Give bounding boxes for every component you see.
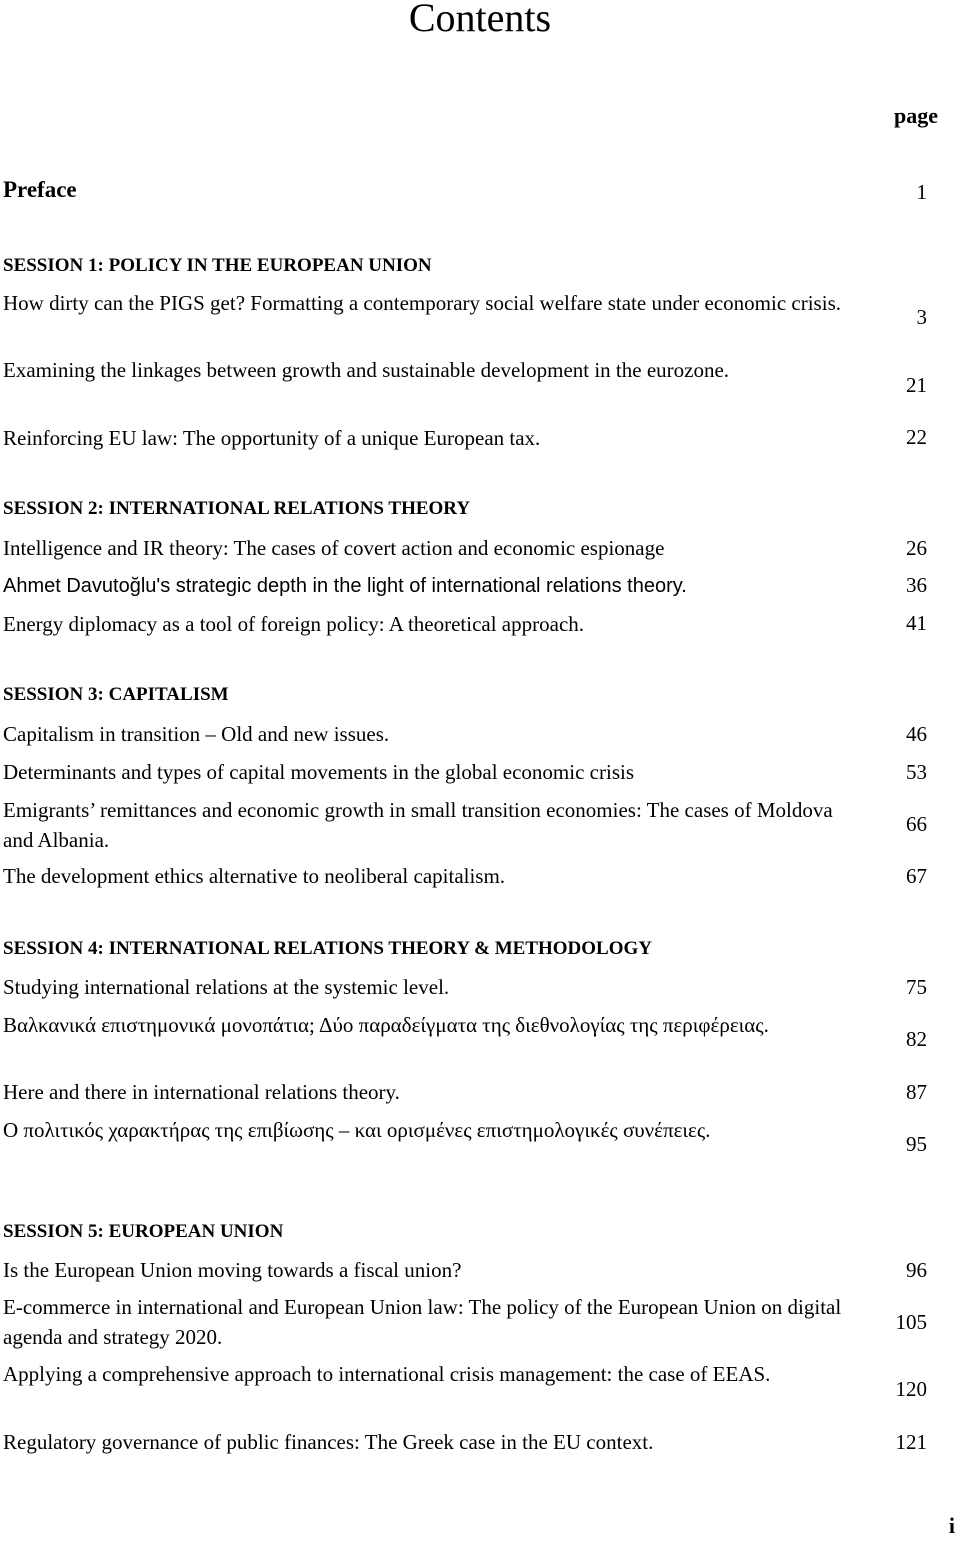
toc-entry[interactable]: Emigrants’ remittances and economic growth in small transition economies: The cases of Moldova and Albania. <box>3 798 833 852</box>
toc-entry[interactable]: The development ethics alternative to neoliberal capitalism. <box>3 864 506 888</box>
toc-page-number: 121 <box>895 1430 927 1454</box>
toc-page-number: 96 <box>906 1258 927 1282</box>
toc-page-number: 82 <box>906 1027 927 1051</box>
toc-entry[interactable]: Energy diplomacy as a tool of foreign policy: A theoretical approach. <box>3 612 585 636</box>
preface-page-number: 1 <box>916 180 927 204</box>
session-2-heading: SESSION 2: INTERNATIONAL RELATIONS THEORY <box>3 498 471 519</box>
toc-entry[interactable]: Intelligence and IR theory: The cases of covert action and economic espionage <box>3 536 665 560</box>
session-5-heading: SESSION 5: EUROPEAN UNION <box>3 1221 284 1242</box>
toc-entry[interactable]: Studying international relations at the systemic level. <box>3 975 450 999</box>
toc-entry[interactable]: Βαλκανικά επιστημονικά μονοπάτια; Δύο παραδείγματα της διεθνολογίας της περιφέρειας. <box>3 1013 769 1037</box>
toc-page-number: 87 <box>906 1080 927 1104</box>
toc-entry[interactable]: Here and there in international relations theory. <box>3 1080 400 1104</box>
toc-page-number: 26 <box>906 536 927 560</box>
page-title: Contents <box>408 0 552 40</box>
toc-page-number: 41 <box>906 611 927 635</box>
toc-entry[interactable]: Ο πολιτικός χαρακτήρας της επιβίωσης – και ορισμένες επιστημολογικές συνέπειες. <box>3 1118 711 1142</box>
toc-page-number: 120 <box>895 1377 927 1401</box>
toc-entry[interactable]: Ahmet Davutoğlu's strategic depth in the light of international relations theory. <box>3 575 687 597</box>
toc-page-number: 67 <box>906 864 927 888</box>
footer-page-number: i <box>948 1513 955 1538</box>
toc-entry[interactable]: Determinants and types of capital movements in the global economic crisis <box>3 760 634 784</box>
toc-page-number: 46 <box>906 722 927 746</box>
toc-page-number: 105 <box>895 1310 927 1334</box>
toc-entry[interactable]: Capitalism in transition – Old and new issues. <box>3 722 390 746</box>
toc-page-number: 53 <box>906 760 927 784</box>
session-3-heading: SESSION 3: CAPITALISM <box>3 684 229 705</box>
toc-page-number: 75 <box>906 975 927 999</box>
toc-entry[interactable]: Applying a comprehensive approach to international crisis management: the case of EEAS. <box>3 1362 771 1386</box>
toc-entry[interactable]: Examining the linkages between growth and sustainable development in the eurozone. <box>3 358 730 382</box>
toc-page-number: 21 <box>906 373 927 397</box>
toc-page-number: 22 <box>906 425 927 449</box>
toc-page-number: 66 <box>906 812 927 836</box>
toc-entry[interactable]: Is the European Union moving towards a fiscal union? <box>3 1258 462 1282</box>
toc-page-number: 36 <box>906 573 927 597</box>
toc-entry[interactable]: How dirty can the PIGS get? Formatting a contemporary social welfare state under economic crisis. <box>3 291 841 315</box>
toc-entry[interactable]: Regulatory governance of public finances: The Greek case in the EU context. <box>3 1430 654 1454</box>
toc-page-number: 95 <box>906 1132 927 1156</box>
toc-entry[interactable]: Reinforcing EU law: The opportunity of a unique European tax. <box>3 426 541 450</box>
preface-link[interactable]: Preface <box>3 177 77 202</box>
session-1-heading: SESSION 1: POLICY IN THE EUROPEAN UNION <box>3 255 432 276</box>
toc-entry[interactable]: E-commerce in international and European Union law: The policy of the European Union on digital agenda and strategy 2020. <box>3 1295 842 1349</box>
session-4-heading: SESSION 4: INTERNATIONAL RELATIONS THEORY & METHODOLOGY <box>3 938 652 959</box>
toc-page-number: 3 <box>916 305 927 329</box>
page-column-label: page <box>894 103 938 128</box>
